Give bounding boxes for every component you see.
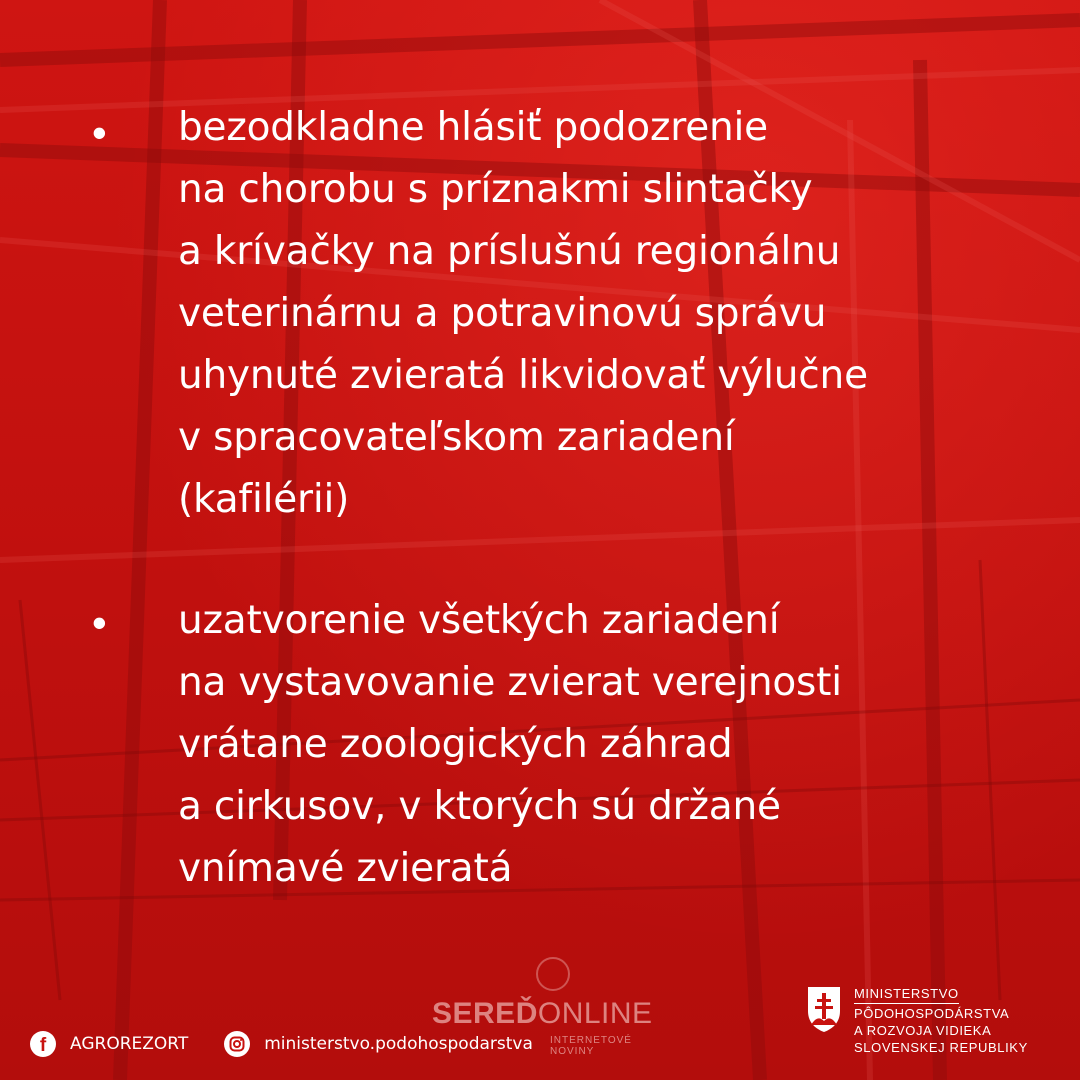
text-line: na vystavovanie zvierat verejnosti [178, 660, 842, 705]
ministry-line: SLOVENSKEJ REPUBLIKY [854, 1040, 1028, 1055]
bullet-marker: • [92, 599, 107, 646]
facebook-handle[interactable]: AGROREZORT [70, 1034, 189, 1054]
ministry-logo [806, 985, 1028, 1056]
text-line: a cirkusov, v ktorých sú držané [178, 784, 781, 829]
sered-logo-icon [536, 957, 570, 991]
text-line: uhynuté zvieratá likvidovať výlučne [178, 353, 868, 398]
watermark-brand-bold: SEREĎ [432, 997, 538, 1030]
bullet-text [178, 97, 868, 531]
watermark-tagline: INTERNETOVÉ NOVINY [550, 1035, 632, 1057]
text-line: a krívačky na príslušnú regionálnu [178, 229, 841, 274]
ministry-line: PÔDOHOSPODÁRSTVA [854, 1006, 1010, 1021]
text-line: vnímavé zvieratá [178, 846, 513, 891]
instagram-handle[interactable]: ministerstvo.podohospodarstva [264, 1034, 533, 1054]
text-line: vrátane zoologických záhrad [178, 722, 733, 767]
ministry-line: MINISTERSTVO [854, 985, 959, 1004]
watermark-brand-light: ONLINE [537, 997, 653, 1030]
instagram-icon[interactable] [224, 1031, 250, 1057]
sered-online-watermark [432, 985, 652, 1055]
text-line: uzatvorenie všetkých zariadení [178, 598, 780, 643]
text-line: v spracovateľskom zariadení [178, 415, 735, 460]
bullet-text [178, 590, 842, 900]
bullet-marker: • [92, 109, 107, 156]
ministry-line: A ROZVOJA VIDIEKA [854, 1023, 992, 1038]
slovak-coat-of-arms-icon [806, 985, 842, 1033]
text-line: veterinárnu a potravinovú správu [178, 291, 827, 336]
text-line: na chorobu s príznakmi slintačky [178, 167, 813, 212]
text-line: bezodkladne hlásiť podozrenie [178, 105, 768, 150]
text-line: (kafilérii) [178, 477, 350, 522]
facebook-icon[interactable]: f [30, 1031, 56, 1057]
watermark-brand [432, 997, 653, 1031]
ministry-name [854, 985, 1028, 1056]
